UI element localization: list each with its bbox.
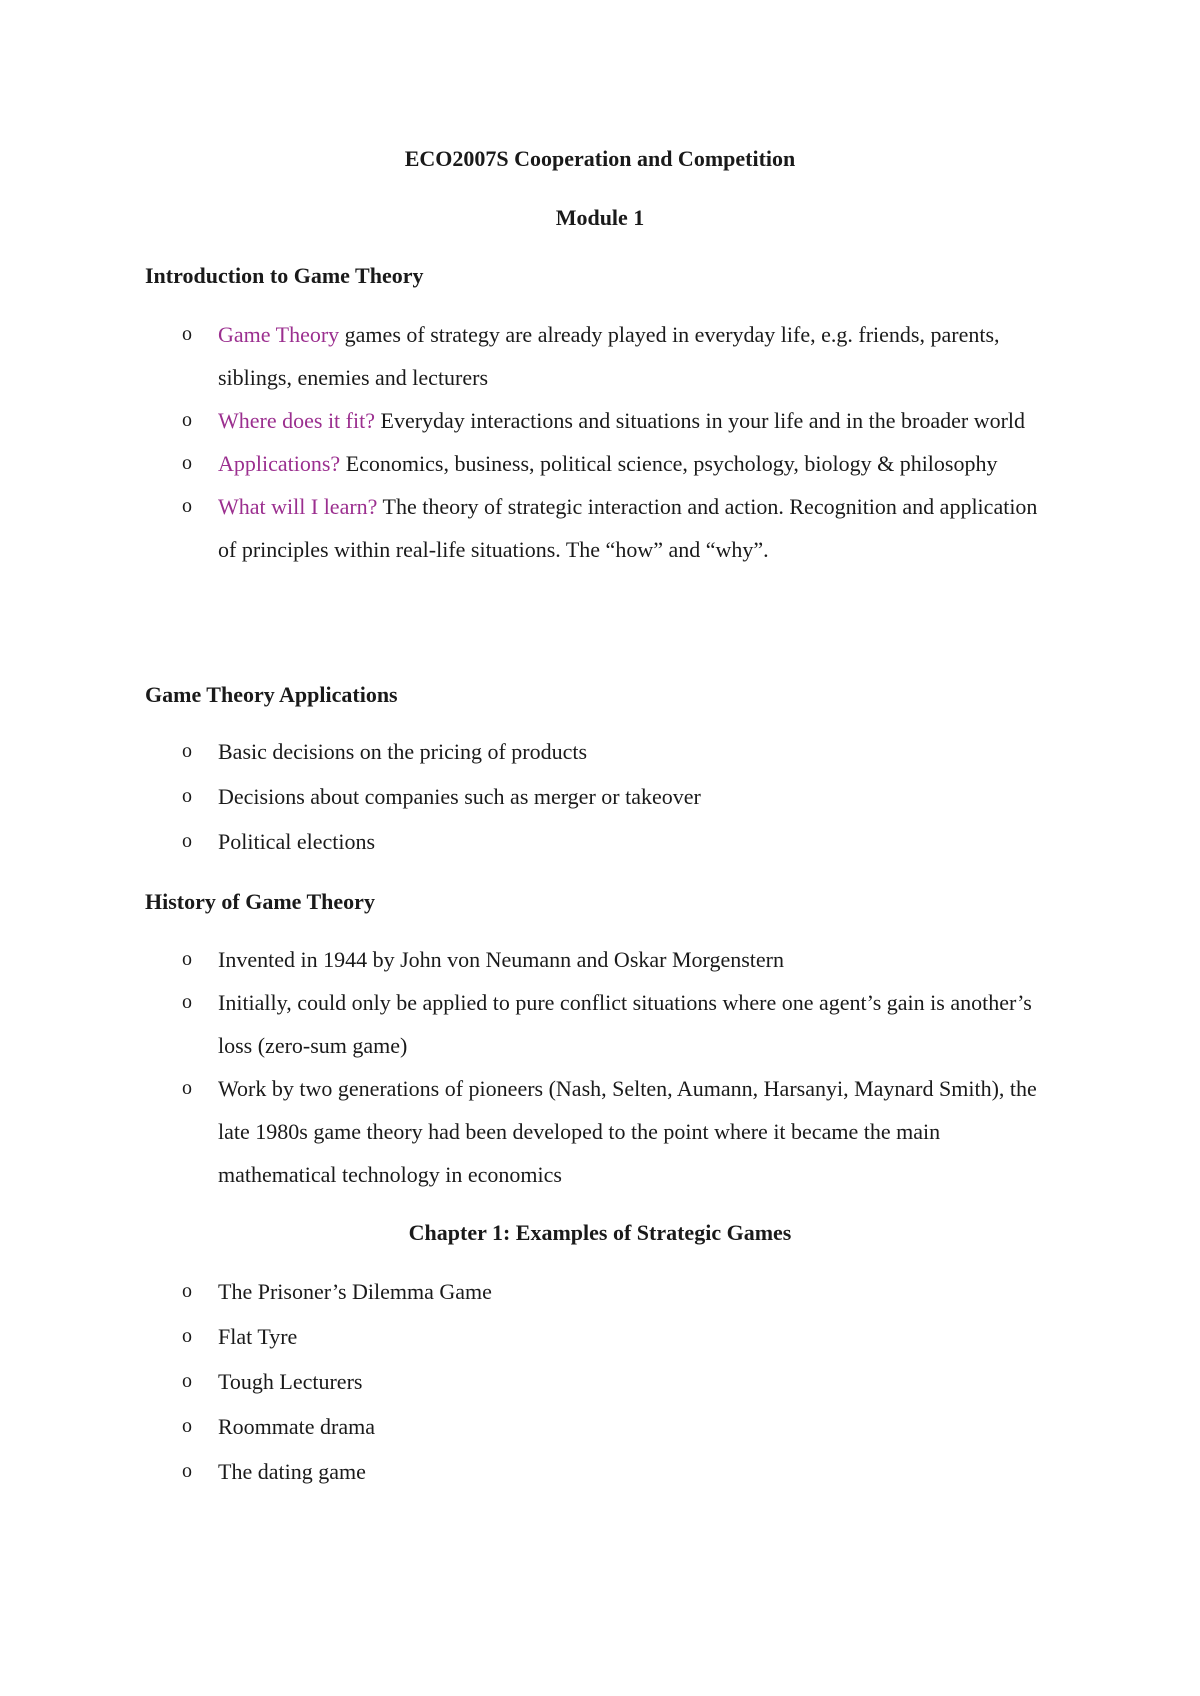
item-label: Game Theory <box>218 322 340 347</box>
list-item <box>0 399 1200 442</box>
chapter1-heading: Chapter 1: Examples of Strategic Games <box>408 1220 792 1245</box>
list-item <box>0 1315 1200 1358</box>
list-item <box>0 730 1200 773</box>
item-text: Work by two generations of pioneers (Nash, Selten, Aumann, Harsanyi, Maynard Smith), the late 1980s game theory had been developed to the point where it became the main mathematical technology in economics <box>218 1076 1037 1187</box>
intro-list <box>0 313 1200 571</box>
applications-list <box>0 730 1200 865</box>
module-title: Module 1 <box>555 205 645 230</box>
bullet-icon: o <box>182 830 192 852</box>
bullet-icon: o <box>182 991 192 1013</box>
bullet-icon: o <box>182 785 192 807</box>
history-heading: History of Game Theory <box>145 889 375 914</box>
bullet-icon: o <box>182 323 192 345</box>
list-item <box>0 775 1200 818</box>
list-item <box>0 1405 1200 1448</box>
list-item <box>0 442 1200 485</box>
bullet-icon: o <box>182 1077 192 1099</box>
item-text: Initially, could only be applied to pure conflict situations where one agent’s gain is another’s loss (zero-sum game) <box>218 990 1032 1058</box>
bullet-icon: o <box>182 409 192 431</box>
history-list <box>0 938 1200 1196</box>
document-title: ECO2007S Cooperation and Competition <box>404 146 796 171</box>
item-text: Decisions about companies such as merger or takeover <box>218 784 701 809</box>
bullet-icon: o <box>182 948 192 970</box>
item-text: The Prisoner’s Dilemma Game <box>218 1279 492 1304</box>
item-text: The theory of strategic interaction and action. Recognition and application of principles within real-life situations. The “how” and “why”. <box>218 494 1038 562</box>
item-text: Flat Tyre <box>218 1324 298 1349</box>
item-text: Basic decisions on the pricing of products <box>218 739 588 764</box>
item-text: Invented in 1944 by John von Neumann and Oskar Morgenstern <box>218 947 784 972</box>
bullet-icon: o <box>182 1280 192 1302</box>
bullet-icon: o <box>182 1415 192 1437</box>
item-text: Everyday interactions and situations in your life and in the broader world <box>375 408 1026 433</box>
chapter1-list <box>0 1270 1200 1495</box>
list-item <box>0 1360 1200 1403</box>
item-text: Political elections <box>218 829 376 854</box>
item-label: Applications? <box>218 451 341 476</box>
bullet-icon: o <box>182 1460 192 1482</box>
list-item <box>0 485 1200 571</box>
item-text: Tough Lecturers <box>218 1369 363 1394</box>
applications-heading: Game Theory Applications <box>145 682 398 707</box>
item-text: games of strategy are already played in everyday life, e.g. friends, parents, siblings, enemies and lecturers <box>218 322 1000 390</box>
list-item <box>0 1450 1200 1493</box>
list-item <box>0 1270 1200 1313</box>
list-item <box>0 820 1200 863</box>
list-item <box>0 938 1200 981</box>
list-item <box>0 313 1200 399</box>
bullet-icon: o <box>182 452 192 474</box>
list-item <box>0 981 1200 1067</box>
list-item <box>0 1067 1200 1196</box>
item-label: Where does it fit? <box>218 408 375 433</box>
intro-heading: Introduction to Game Theory <box>145 263 424 288</box>
bullet-icon: o <box>182 1325 192 1347</box>
item-label: What will I learn? <box>218 494 378 519</box>
item-text: Economics, business, political science, psychology, biology & philosophy <box>340 451 998 476</box>
item-text: Roommate drama <box>218 1414 376 1439</box>
item-text: The dating game <box>218 1459 366 1484</box>
bullet-icon: o <box>182 1370 192 1392</box>
bullet-icon: o <box>182 495 192 517</box>
bullet-icon: o <box>182 740 192 762</box>
